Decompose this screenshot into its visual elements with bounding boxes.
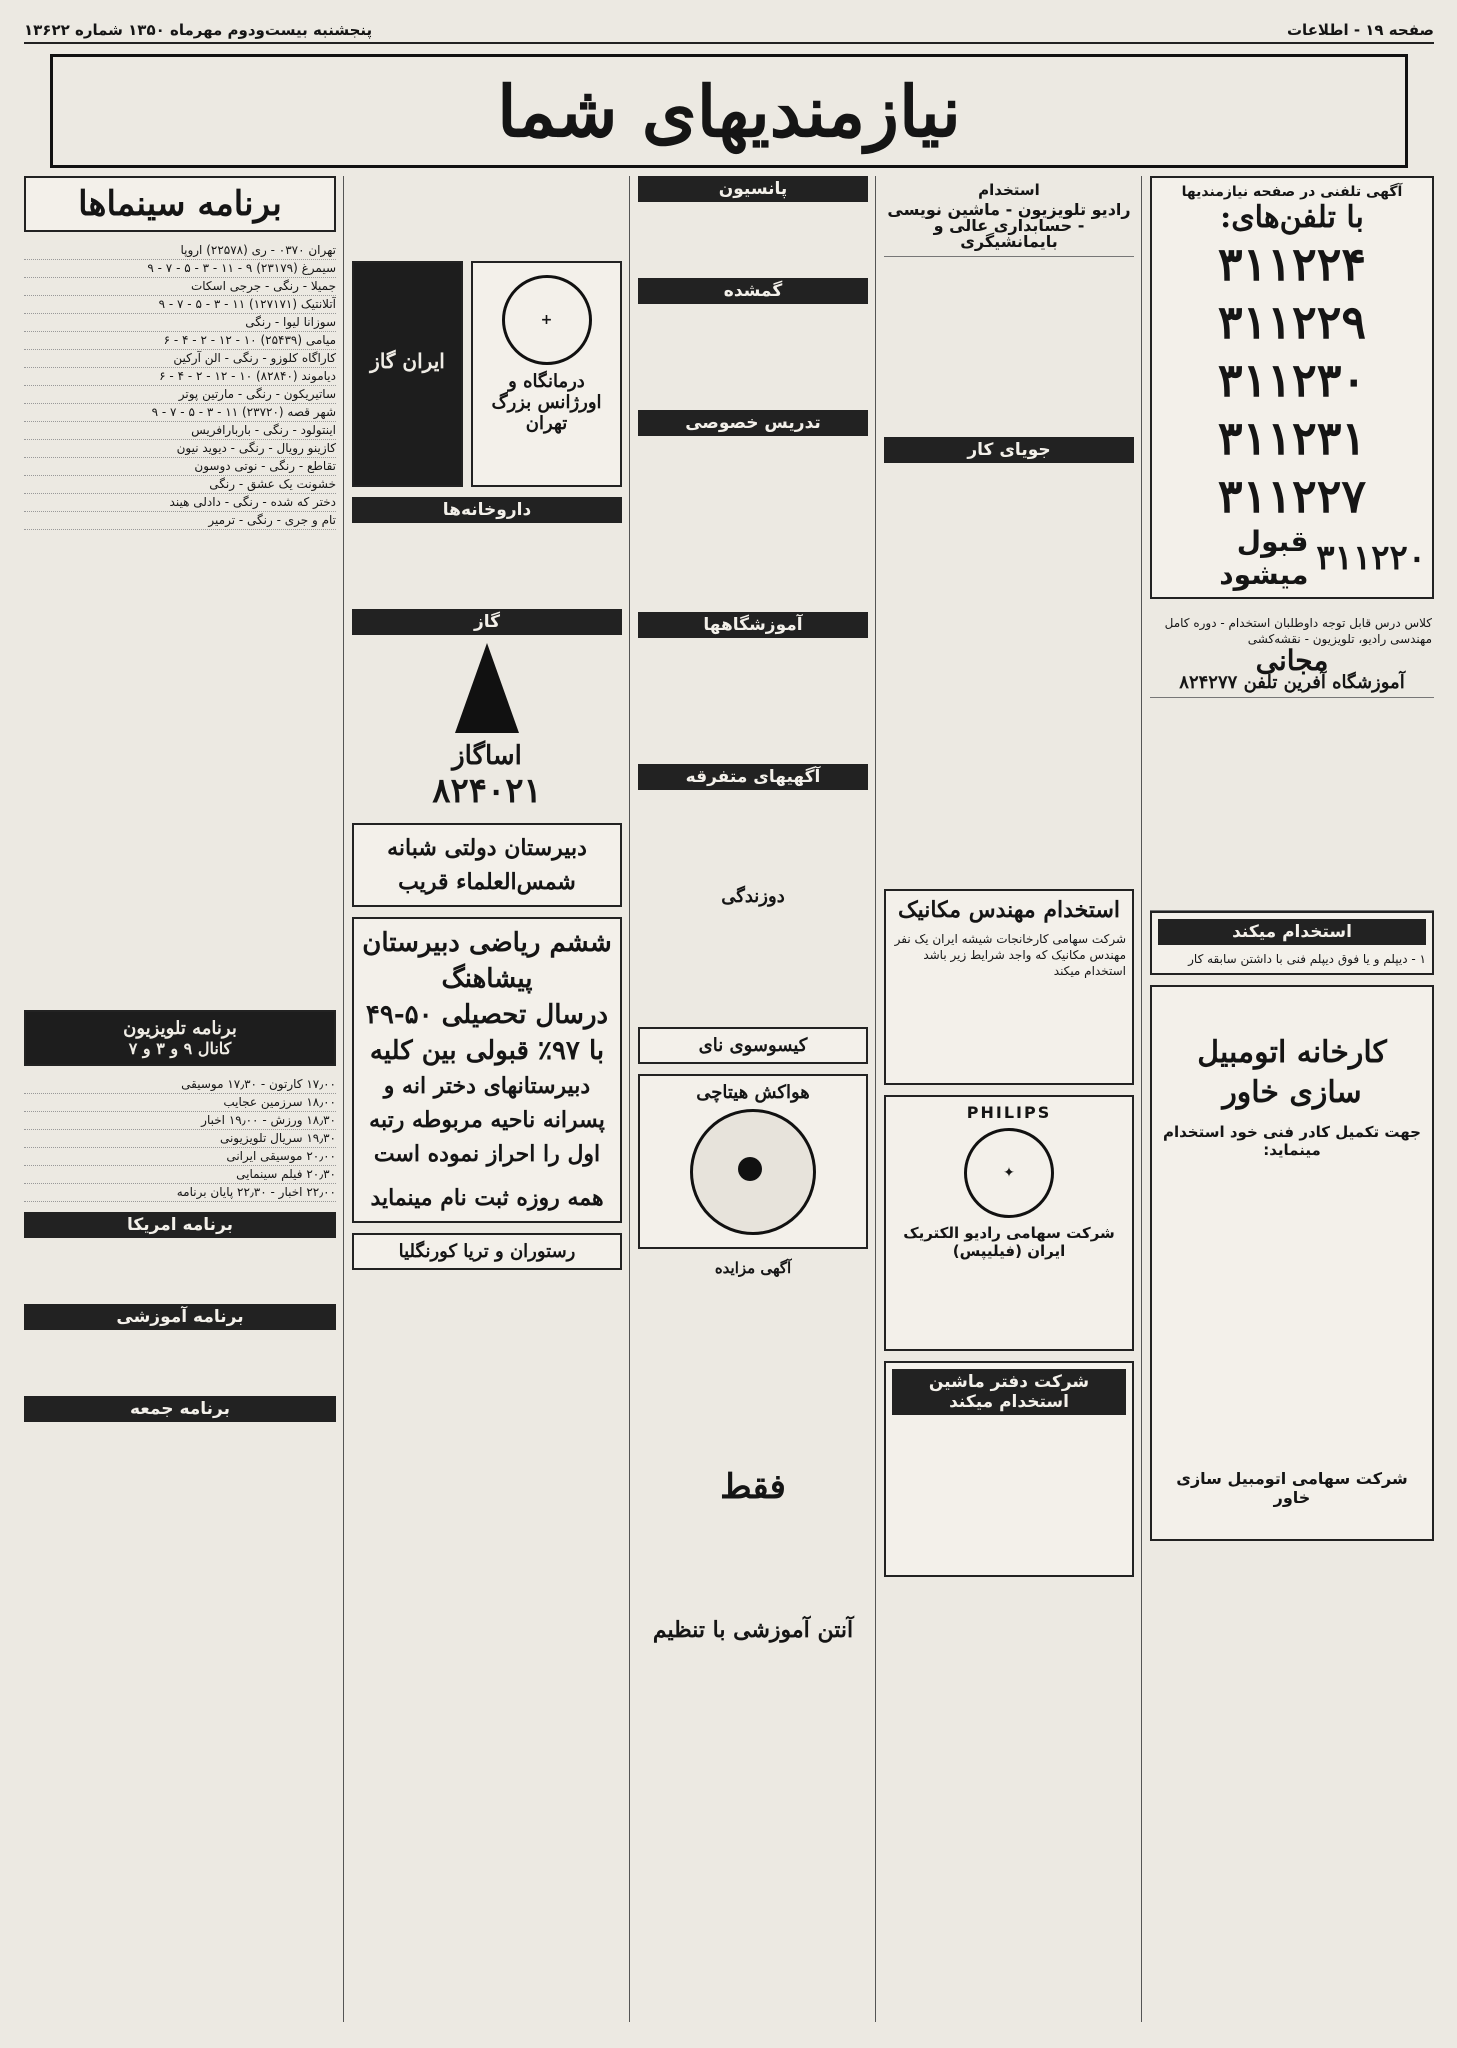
- philips-brand: PHILIPS: [966, 1103, 1052, 1122]
- night-school-ad: [352, 823, 622, 907]
- clinic-ad: [471, 261, 622, 487]
- khavar-title: کارخانه اتومبیل سازی خاور: [1197, 1035, 1387, 1110]
- kisusoi-ad: [638, 1027, 868, 1064]
- math-title: ششم ریاضی دبیرستان پیشاهنگ: [362, 928, 612, 994]
- auction-ad: [638, 1277, 868, 1467]
- pension-header: پانسیون: [638, 176, 868, 202]
- cinema-line: تام و جری - رنگی - ترمیر: [24, 512, 336, 530]
- cinema-line: میامی (۲۵۴۳۹) ۱۰ - ۱۲ - ۲ - ۴ - ۶: [24, 332, 336, 350]
- cinema-line: جمیلا - رنگی - جرجی اسکات: [24, 278, 336, 296]
- hitachi-ad: [638, 1074, 868, 1249]
- asagaz-phone: ۸۲۴۰۲۱: [432, 771, 542, 811]
- philips-ad: [884, 1095, 1134, 1351]
- math-percent: با ۹۷٪ قبولی بین کلیه: [369, 1036, 605, 1066]
- cinema-list: [24, 242, 336, 530]
- phones-footer: قبول میشود: [1219, 525, 1309, 591]
- tv-line: ۱۸٫۳۰ ورزش - ۱۹٫۰۰ اخبار: [24, 1112, 336, 1130]
- phones-ad: [1150, 176, 1434, 599]
- math-school-ad: [352, 917, 622, 1223]
- clinic-title: درمانگاه و اورژانس بزرگ تهران: [491, 371, 602, 434]
- phones-label: با تلفن‌های:: [1220, 200, 1364, 235]
- irangaz-title: ایران گاز: [370, 349, 445, 373]
- tv-line: ۱۷٫۰۰ کارتون - ۱۷٫۳۰ موسیقی: [24, 1076, 336, 1094]
- phone-number: ۳۱۱۲۳۰: [1217, 353, 1367, 407]
- phone-number: ۳۱۱۲۲۰: [1316, 538, 1426, 578]
- school-name: آموزشگاه آفرین تلفن ۸۲۴۲۷۷: [1179, 672, 1405, 693]
- pharmacy-list: [352, 529, 622, 609]
- lost-ads: [638, 310, 868, 410]
- math-body: دبیرستانهای دختر انه و پسرانه ناحیه مربوطه رتبه اول را احراز نموده است: [369, 1073, 605, 1167]
- cinema-line: کاراگاه کلوزو - رنگی - الن آرکین: [24, 350, 336, 368]
- typist-title: شرکت دفتر ماشین استخدام میکند: [892, 1369, 1126, 1415]
- column-4: [352, 176, 622, 2028]
- math-footer: همه روزه ثبت نام مینماید: [370, 1185, 604, 1211]
- tv-line: ۱۹٫۳۰ سریال تلویزیونی: [24, 1130, 336, 1148]
- work-seekers-list: [884, 469, 1134, 889]
- mechanic-ad: [884, 889, 1134, 1085]
- column-1: [1150, 176, 1434, 2028]
- tv-list: [24, 1076, 336, 1202]
- course-ad-text: کلاس درس قابل توجه داوطلبان استخدام - دوره کامل مهندسی رادیو، تلویزیون - نقشه‌کشی: [1164, 616, 1432, 646]
- tv-line: ۲۲٫۰۰ اخبار - ۲۲٫۳۰ پایان برنامه: [24, 1184, 336, 1202]
- schools-ads: [638, 644, 868, 764]
- restaurant-ad: [352, 1233, 622, 1270]
- philips-title: شرکت سهامی رادیو الکتریک ایران (فیلیپس): [903, 1224, 1115, 1260]
- employment-ad: [884, 176, 1134, 257]
- misc-header: آگهیهای متفرقه: [638, 764, 868, 790]
- tv-channel: کانال ۹ و ۳ و ۷: [128, 1039, 232, 1058]
- america-header: برنامه امریکا: [24, 1212, 336, 1238]
- misc-ads: [1150, 698, 1434, 911]
- night-school-title: دبیرستان دولتی شبانه شمس‌العلماء قریب: [387, 835, 587, 895]
- gas-header: گاز: [352, 609, 622, 635]
- employ-ad-title: استخدام میکند: [1158, 919, 1426, 945]
- kisusoi-title: کیسوسوی نای: [698, 1035, 808, 1056]
- math-year: درسال تحصیلی ۵۰-۴۹: [365, 1000, 609, 1030]
- free-label: مجانی: [1255, 644, 1329, 677]
- asagaz-title: اساگاز: [452, 741, 522, 771]
- cinema-line: سوزانا لیوا - رنگی: [24, 314, 336, 332]
- cinema-line: شهر قصه (۲۳۷۲۰) ۱۱ - ۳ - ۵ - ۷ - ۹: [24, 404, 336, 422]
- khavar-subtitle: جهت تکمیل کادر فنی خود استخدام مینماید:: [1163, 1123, 1421, 1159]
- tv-line: ۲۰٫۳۰ فیلم سینمایی: [24, 1166, 336, 1184]
- cinema-line: تقاطع - رنگی - نوتی دوسون: [24, 458, 336, 476]
- employ-ad-text: ۱ - دیپلم و یا فوق دیپلم فنی با داشتن سابقه کار: [1188, 952, 1426, 966]
- phone-number: ۳۱۱۲۲۴: [1217, 237, 1367, 291]
- masthead: [50, 54, 1408, 168]
- cinema-line: اینتولود - رنگی - باربارافریس: [24, 422, 336, 440]
- work-seekers-header: جویای کار: [884, 437, 1134, 463]
- column-2: [884, 176, 1134, 2028]
- page-number: پنجشنبه بیست‌ودوم مهرماه ۱۳۵۰ شماره ۱۳۶۲۲: [24, 21, 373, 39]
- employment-ad-title: استخدام: [978, 181, 1040, 199]
- sewing-ads: [638, 907, 868, 1027]
- phones-title: آگهی تلفنی در صفحه نیازمندیها: [1181, 184, 1403, 200]
- column-3: [638, 176, 868, 2028]
- only-header: فقط: [720, 1467, 786, 1507]
- masthead-title: نیازمندیهای شما: [497, 69, 961, 153]
- cinema-line: کازینو رویال - رنگی - دیوید نیون: [24, 440, 336, 458]
- employ-ad: [1150, 911, 1434, 975]
- khavar-footer: شرکت سهامی اتومبیل سازی خاور: [1176, 1469, 1408, 1507]
- tv-line: ۲۰٫۰۰ موسیقی ایرانی: [24, 1148, 336, 1166]
- irangaz-ad: [352, 261, 463, 487]
- private-lessons-header: تدریس خصوصی: [638, 410, 868, 436]
- clinic-logo: +: [502, 275, 592, 365]
- cinema-line: دختر که شده - رنگی - دادلی هیند: [24, 494, 336, 512]
- misc-ads: [638, 796, 868, 886]
- cinema-title: برنامه سینماها: [78, 184, 282, 224]
- column-5: [24, 176, 336, 2028]
- sewing-header: دوزندگی: [721, 886, 785, 907]
- only-ad: [638, 1507, 868, 1617]
- page-header: [24, 18, 1434, 44]
- flame-icon: [455, 643, 519, 733]
- hitachi-title: هواکش هیتاچی: [696, 1082, 810, 1103]
- pharmacy-header: داروخانه‌ها: [352, 497, 622, 523]
- restaurant-title: رستوران و تریا کورنگلیا: [398, 1241, 576, 1262]
- phone-number: ۳۱۱۲۲۷: [1217, 469, 1367, 523]
- notice-text: [352, 176, 622, 261]
- philips-logo: ✦: [964, 1128, 1054, 1218]
- filler-ads: [884, 257, 1134, 437]
- cinema-line: دیاموند (۸۲۸۴۰) ۱۰ - ۱۲ - ۲ - ۴ - ۶: [24, 368, 336, 386]
- cinema-line: سیمرغ (۲۳۱۷۹) ۹ - ۱۱ - ۳ - ۵ - ۷ - ۹: [24, 260, 336, 278]
- typist-ad: [884, 1361, 1134, 1577]
- employment-ad-text: رادیو تلویزیون - ماشین نویسی - حسابداری عالی و بایمانشیگری: [887, 200, 1131, 251]
- lost-header: گمشده: [638, 278, 868, 304]
- mechanic-title: استخدام مهندس مکانیک: [897, 897, 1121, 923]
- private-lessons-ads: [638, 442, 868, 612]
- tv-title: برنامه تلویزیون: [123, 1018, 237, 1039]
- cinema-line: ساتیریکون - رنگی - مارتین پوتر: [24, 386, 336, 404]
- cinema-line: آتلانتیک (۱۲۷۱۷۱) ۱۱ - ۳ - ۵ - ۷ - ۹: [24, 296, 336, 314]
- schools-header: آموزشگاهها: [638, 612, 868, 638]
- cinema-line: خشونت یک عشق - رنگی: [24, 476, 336, 494]
- course-ad: [1150, 609, 1434, 698]
- issue-date: صفحه ۱۹ - اطلاعات: [1286, 21, 1434, 39]
- tv-header-box: [24, 1010, 336, 1066]
- phone-number: ۳۱۱۲۳۱: [1217, 411, 1367, 465]
- education-header: برنامه آموزشی: [24, 1304, 336, 1330]
- khavar-ad: [1150, 985, 1434, 1541]
- cinema-line: تهران ۰۳۷۰ - ری (۲۲۵۷۸) اروپا: [24, 242, 336, 260]
- fan-icon: [690, 1109, 816, 1235]
- pension-ads: [638, 208, 868, 278]
- phone-number: ۳۱۱۲۲۹: [1217, 295, 1367, 349]
- mechanic-text: شرکت سهامی کارخانجات شیشه ایران یک نفر مهندس مکانیک که واجد شرایط زیر باشد استخدام میکند: [894, 932, 1126, 978]
- auction-header: آگهی مزایده: [714, 1259, 792, 1277]
- cinema-header-box: [24, 176, 336, 232]
- antenna-title: آنتن آموزشی با تنظیم: [652, 1617, 854, 1643]
- newspaper-page: [24, 18, 1434, 2032]
- tv-line: ۱۸٫۰۰ سرزمین عجایب: [24, 1094, 336, 1112]
- friday-header: برنامه جمعه: [24, 1396, 336, 1422]
